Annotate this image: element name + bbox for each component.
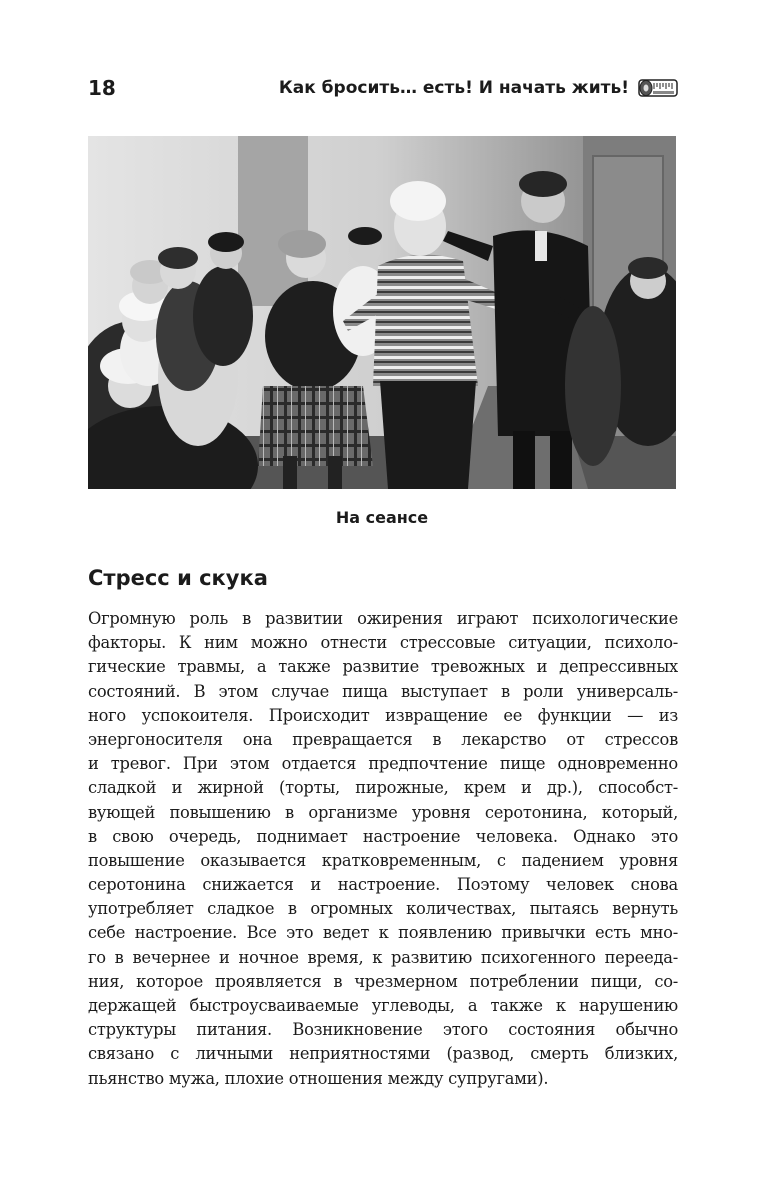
text-line: и тревог. При этом отдается предпочтение пище одновременно [88,754,678,774]
running-title: Как бросить… есть! И начать жить! [278,78,629,98]
text-line: пьянство мужа, плохие отношения между супругами). [88,1068,549,1088]
text-line: себе настроение. Все это ведет к появлению привычки есть мно- [88,923,678,943]
text-line: в свою очередь, поднимает настроение человека. Однако это [88,826,678,846]
body-text [88,607,678,1091]
page-number: 18 [88,76,116,100]
section-title: Стресс и скука [88,566,268,590]
text-line: гические травмы, а также развитие тревожных и депрессивных [88,657,678,677]
text-line: факторы. К ним можно отнести стрессовые ситуации, психоло- [88,633,678,653]
text-line: Огромную роль в развитии ожирения играют психологические [88,609,678,628]
photo-caption: На сеансе [335,508,429,527]
text-line: сладкой и жирной (торты, пирожные, крем и др.), способст- [88,778,678,798]
session-photo [88,136,676,489]
text-line: держащей быстроусваиваемые углеводы, а также к нарушению [88,996,678,1015]
page-header [88,72,678,104]
text-line: ного успокоителя. Происходит извращение ее функции — из [88,705,678,725]
text-line: ния, которое проявляется в чрезмерном потреблении пищи, со- [88,971,678,991]
text-line: вующей повышению в организме уровня серотонина, который, [88,802,678,822]
text-line: серотонина снижается и настроение. Поэтому человек снова [88,875,678,895]
text-line: го в вечернее и ночное время, к развитию психогенного переeда- [88,947,678,967]
text-line: повышение оказывается кратковременным, с падением уровня [88,850,678,870]
text-line: состояний. В этом случае пища выступает в роли универсаль- [88,681,678,701]
measuring-tape-icon [638,77,678,99]
text-line: связано с личными неприятностями (развод, смерть близких, [88,1044,678,1064]
text-line: структуры питания. Возникновение этого состояния обычно [88,1020,678,1040]
header-right [279,77,678,99]
text-line: употребляет сладкое в огромных количествах, пытаясь вернуть [88,899,678,919]
text-line: энергоносителя она превращается в лекарство от стрессов [88,729,678,749]
